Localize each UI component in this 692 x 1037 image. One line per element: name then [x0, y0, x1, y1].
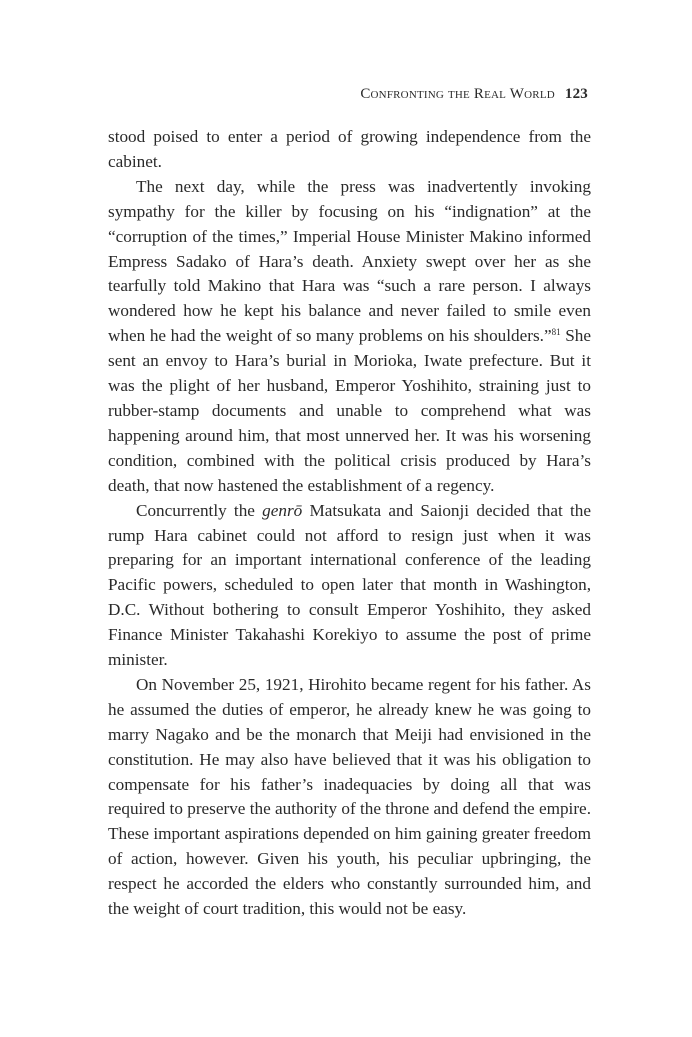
paragraph-3-text-a: Concurrently the: [136, 500, 263, 520]
italic-term: genrō: [262, 500, 303, 520]
paragraph-1-text: stood poised to enter a period of growing independence from the cabinet.: [108, 127, 591, 171]
body-text: [108, 125, 591, 922]
running-header: [360, 86, 588, 103]
paragraph-4: [108, 673, 591, 922]
paragraph-1: [108, 125, 591, 175]
paragraph-2: [108, 175, 591, 499]
paragraph-3-text-b: Matsukata and Saionji decided that the rump Hara cabinet could not afford to resign just when it was preparing for an important international conference of the leading Pacific powers, scheduled to open later that month in Washington, D.C. Without bothering to consult Emperor Yoshihito, they asked Finance Minister Takahashi Korekiyo to assume the post of prime minister.: [108, 500, 591, 670]
paragraph-3: [108, 499, 591, 673]
running-title: Confronting the Real World: [360, 86, 555, 102]
paragraph-2-text-a: The next day, while the press was inadvertently invoking sympathy for the killer by focusing on his “indignation” at the “corruption of the times,” Imperial House Minister Makino informed Empress Sadako of Hara’s death. Anxiety swept over her as she tearfully told Makino that Hara was “such a rare person. I always wondered how he kept his balance and never failed to smile even when he had the weight of so many problems on his shoulders.”: [108, 176, 591, 346]
page-number: 123: [564, 86, 588, 102]
paragraph-4-text: On November 25, 1921, Hirohito became regent for his father. As he assumed the duties of emperor, he already knew he was going to marry Nagako and be the monarch that Meiji had envisioned in the constitution. He may also have believed that it was his obligation to compensate for his father’s inadequacies by doing all that was required to preserve the authority of the throne and defend the empire. These important aspirations depended on him gaining greater freedom of action, however. Given his youth, his peculiar upbringing, the respect he accorded the elders who constantly surrounded him, and the weight of court tradition, this would not be easy.: [108, 674, 592, 919]
paragraph-2-text-b: She sent an envoy to Hara’s burial in Morioka, Iwate prefecture. But it was the plight of her husband, Emperor Yoshihito, straining just to rubber-stamp documents and unable to comprehend what was happening around him, that most unnerved her. It was his worsening condition, combined with the political crisis produced by Hara’s death, that now hastened the establishment of a regency.: [108, 326, 591, 495]
footnote-marker: 81: [551, 327, 561, 338]
